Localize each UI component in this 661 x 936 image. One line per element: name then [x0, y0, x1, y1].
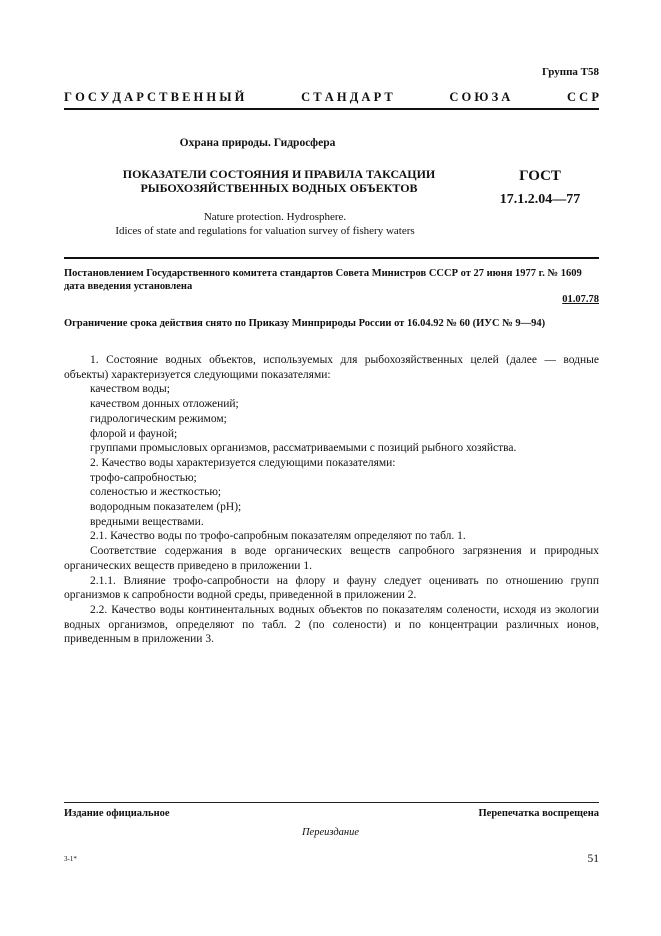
reissue-label: Переиздание [301, 827, 360, 838]
gost-label: ГОСТ [519, 168, 561, 184]
paragraph-2-1: 2.1. Качество воды по трофо-сапробным показателям определяют по табл. 1. [90, 530, 466, 543]
official-edition-label: Издание официальное [64, 808, 170, 819]
paragraph-2-1-continued: Соответствие содержания в воде органических веществ сапробного загрязнения и природных органических веществ приведено в приложении 1. [64, 545, 599, 572]
paragraph-2-1-1: 2.1.1. Влияние трофо-сапробности на флору и фауну следует оценивать по отношению групп организмов к сапробности водной среды, приведенной в приложении 2. [64, 574, 599, 602]
list-item: флорой и фауной; [90, 427, 178, 440]
subject-heading: Охрана природы. Гидросфера [179, 137, 336, 149]
title-rule [64, 257, 599, 259]
list-item: качеством донных отложений; [90, 398, 239, 411]
list-item: вредными веществами. [90, 515, 204, 528]
banner-word-4: С С Р [567, 90, 599, 104]
title-line-2: РЫБОХОЗЯЙСТВЕННЫХ ВОДНЫХ ОБЪЕКТОВ [140, 181, 418, 195]
list-item: водородным показателем (рН); [90, 501, 242, 514]
print-code: 3-1* [64, 855, 77, 863]
list-item: соленостью и жесткостью; [90, 486, 222, 499]
footer-rule [64, 802, 599, 803]
list-item: качеством воды; [90, 383, 170, 396]
list-item: трофо-сапробностью; [90, 471, 197, 484]
group-code: Группа Т58 [541, 66, 599, 78]
banner-word-2: С Т А Н Д А Р Т [301, 90, 393, 104]
decree-line-2: дата введения установлена [64, 281, 193, 292]
document-body [64, 353, 599, 647]
english-title-line-2: Idices of state and regulations for valuation survey of fishery waters [115, 225, 415, 237]
title-line-1: ПОКАЗАТЕЛИ СОСТОЯНИЯ И ПРАВИЛА ТАКСАЦИИ [122, 167, 436, 181]
english-title-line-1: Nature protection. Hydrosphere. [203, 211, 347, 223]
list-item: гидрологическим режимом; [90, 412, 227, 425]
decree-text [64, 267, 599, 293]
decree-line-1: Постановлением Государственного комитета стандартов Совета Министров СССР от 27 июня 1977 г. № 1609 [64, 268, 582, 279]
banner-word-3: С О Ю З А [449, 90, 511, 104]
list-item: группами промысловых организмов, рассматриваемыми с позиций рыбного хозяйства. [90, 442, 517, 455]
reprint-prohibited-label: Перепечатка воспрещена [478, 808, 599, 819]
standard-title [90, 167, 468, 195]
paragraph-1: 1. Состояние водных объектов, используемых для рыбохозяйственных целей (далее — водные объекты) характеризуется следующими показателями: [64, 354, 599, 381]
paragraph-2-2: 2.2. Качество воды континентальных водных объектов по показателям солености, исходя из экологии водных организмов, определяют по табл. 2 (по солености) и по концентрации различных ионов, приведенным в приложении 3. [64, 603, 599, 646]
page-number: 51 [587, 853, 599, 865]
banner-word-1: Г О С У Д А Р С Т В Е Н Н Ы Й [64, 90, 245, 104]
gost-number: 17.1.2.04—77 [499, 192, 581, 207]
paragraph-2: 2. Качество воды характеризуется следующими показателями: [90, 456, 396, 469]
top-rule [64, 108, 599, 110]
state-standard-banner [64, 90, 599, 105]
restriction-note: Ограничение срока действия снято по Приказу Минприроды России от 16.04.92 № 60 (ИУС № 9—94) [64, 318, 546, 329]
introduction-date: 01.07.78 [562, 294, 599, 305]
